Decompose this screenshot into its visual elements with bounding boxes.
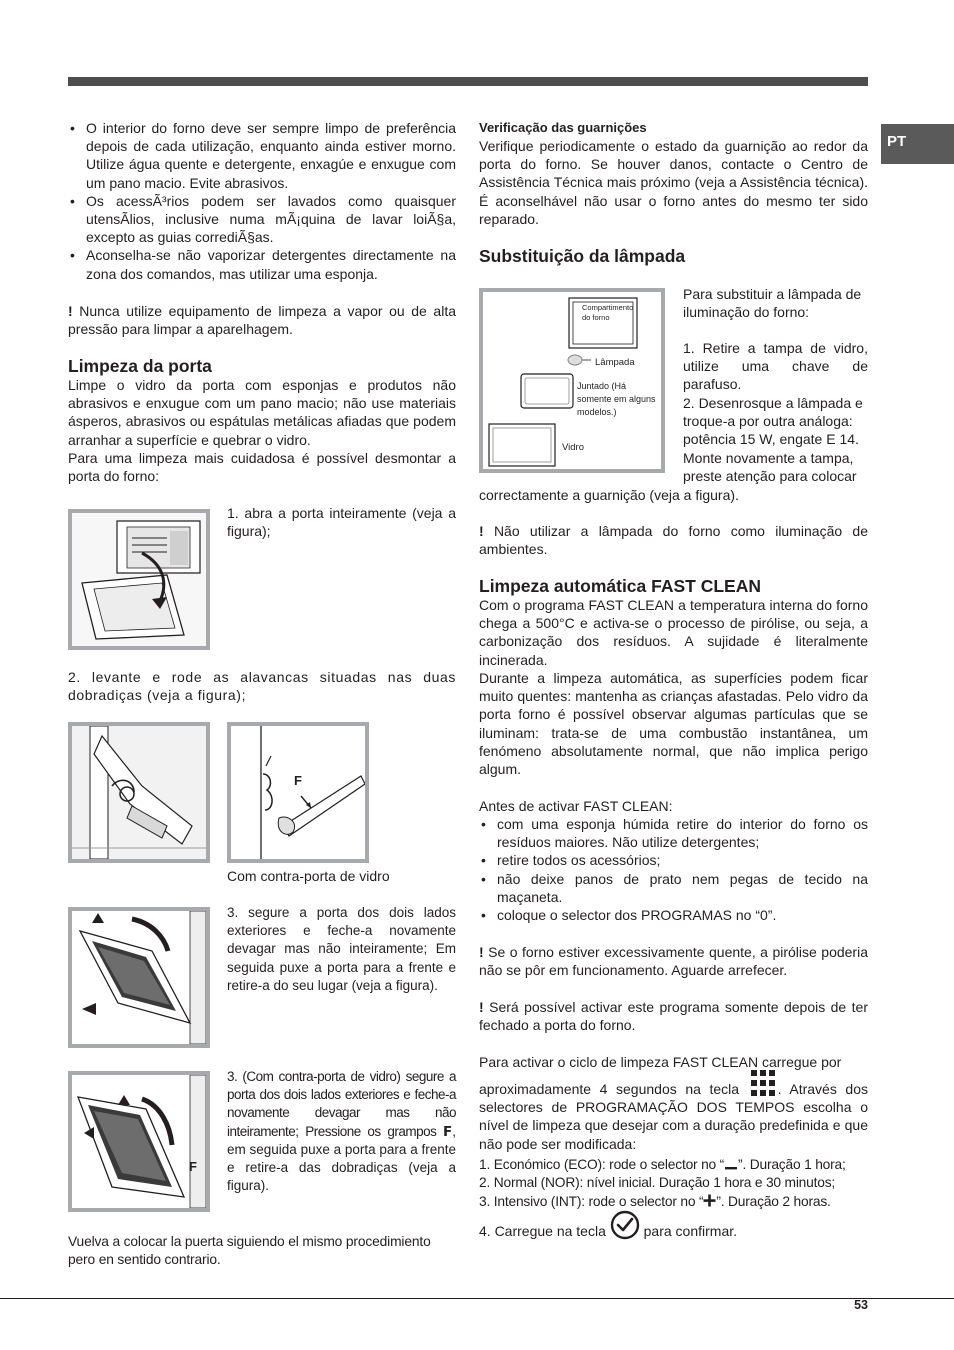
fast-clean-activate-text-2: . Através dos selectores de PROGRAMAÇÃO DOS TEMPOS escolha o nível de limpeza que desejar com a duração predefinida e que não pode ser modificada: [479,1081,868,1152]
confirm-pre: 4. Carregue na tecla [479,1223,610,1239]
level-intensive [479,1193,871,1211]
figure-remove-glass-door [68,1071,210,1212]
page-number: 53 [854,1298,868,1312]
fast-clean-paragraph-1: Com o programa FAST CLEAN a temperatura interna do forno chega a 500°C e activa-se o processo de pirólise, ou seja, a carbonização dos resíduos. A sujidade é literalmente incinerada. [479,597,868,668]
lamp-step-1-text: 1. Retire a tampa de vidro, utilize uma chave de parafuso. [683,340,868,393]
lamp-intro: Para substituir a lâmpada de iluminação do forno: [683,286,862,321]
fast-clean-bullets [479,815,868,924]
fast-clean-before: Antes de activar FAST CLEAN: [479,798,673,814]
confirm-line [479,1210,868,1240]
language-tab [881,124,954,164]
bullet-item: • O interior do forno deve ser sempre limpo de preferência depois de cada utilização, enquanto ainda estiver morno. Utilize água quente e detergente, enxagúe e enxugue com um pano macio. Evite abrasivos. [68,119,456,192]
level-intensive-pre: 3. Intensivo (INT): rode o selector no “ [479,1194,704,1209]
lamp-warning [479,522,868,558]
bullet-item: • coloque o selector dos PROGRAMAS no “0”. [479,906,868,924]
figure-hinge-lever [68,722,210,863]
fast-clean-heading: Limpeza automática FAST CLEAN [479,576,761,596]
step-3b-pre: 3. (Com contra-porta de vidro) segure a porta dos dois lados exteriores e feche-a novamente devagar mas não inteiramente; Pressione os grampos [227,1069,456,1139]
lamp-fig-gasket-label: Juntado (Há somente em alguns modelos.) [577,381,656,417]
clock-icon [610,1210,640,1240]
door-paragraph-2: Para uma limpeza mais cuidadosa é possível desmontar a porta do forno: [68,450,456,485]
level-eco-pre: 1. Económico (ECO): rode o selector no “ [479,1157,725,1172]
top-rule [68,77,868,86]
bullet-item: • com uma esponja húmida retire do interior do forno os resíduos maiores. Não utilize detergentes; [479,815,868,851]
fast-clean-activate-text: aproximadamente 4 segundos na tecla [479,1081,748,1097]
figure-label-f: F [294,773,302,788]
lamp-step-1 [683,339,868,394]
lamp-heading: Substituição da lâmpada [479,246,686,266]
seal-text: Verifique periodicamente o estado da guarnição ao redor da porta do forno. Se houver danos, contacte o Centro de Assistência Técnica mais próximo (veja a Assistência técnica). É aconselhável não usar o forno antes do mesmo ter sido reparado. [479,138,868,227]
step-1-text: 1. abra a porta inteiramente (veja a figura); [227,505,456,540]
cleaning-bullets [68,119,456,283]
step-2-text: 2. levante e rode as alavancas situadas nas duas dobradiças (veja a figura); [68,669,456,704]
warning-mark: ! [479,999,484,1015]
level-normal: 2. Normal (NOR): nível inicial. Duração 1 hora e 30 minutos; [479,1175,836,1190]
minus-icon [724,1160,738,1170]
lamp-fig-glass-label: Vidro [562,442,585,453]
fast-clean-warning-1-text: Se o forno estiver excessivamente quente, a pirólise poderia não se pôr em funcionamento. Aguarde arrefecer. [479,944,868,979]
level-intensive-post: ”. Duração 2 horas. [716,1194,831,1209]
figure-remove-door [68,907,210,1048]
plus-icon [703,1194,716,1207]
lamp-step-2: 2. Desenrosque a lâmpada e troque-a por outra análoga: potência 15 W, engate E 14. Monte novamente a tampa, preste atenção para colocar [683,395,863,484]
step-3b-post: , em seguida puxe a porta para a frente e retire-a das dobradiças (veja a figura). [227,1123,456,1194]
fast-clean-warning-2-text: Será possível activar este programa somente depois de ter fechado a porta do forno. [479,999,868,1034]
figure-label-f-2: F [189,1159,197,1174]
language-tab-label: PT [887,133,907,150]
level-eco [479,1156,871,1174]
lamp-fig-lamp-label: Lâmpada [595,357,635,368]
warning-text: Nunca utilize equipamento de limpeza a vapor ou de alta pressão para limpar a aparelhagem. [68,303,456,338]
bullet-item: • Os acessÃ³rios podem ser lavados como quaisquer utensÃlios, inclusive numa mÃ¡quina de lavar loiÃ§a, excepto as guias corrediÃ§as. [68,192,456,247]
lamp-warning-text: Não utilizar a lâmpada do forno como iluminação de ambientes. [479,523,868,558]
fast-clean-grid-icon [748,1068,778,1098]
steam-warning [68,302,456,338]
figure-open-door [68,509,210,650]
step-3-text: 3. segure a porta dos dois lados exteriores e feche-a novamente devagar mas não inteiramente; Em seguida puxe a porta para a frente e retire-a do seu lugar (veja a figura). [227,905,456,993]
fast-clean-warning-2 [479,998,868,1034]
bullet-item: • não deixe panos de prato nem pegas de tecido na maçaneta. [479,870,868,906]
lamp-fig-compartment-label: Compartimento do forno [582,303,634,322]
fast-clean-activate-line-1: Para activar o ciclo de limpeza FAST CLEAN carregue por [479,1054,842,1070]
step-3b-text [227,1068,456,1195]
bullet-item: • retire todos os acessórios; [479,851,868,869]
confirm-post: para confirmar. [639,1223,738,1239]
reassemble-text: Vuelva a colocar la puerta siguiendo el mismo procedimiento pero en sentido contrario. [68,1234,431,1268]
clip-label: F [443,1123,453,1140]
bullet-item: • Aconselha-se não vaporizar detergentes directamente na zona dos comandos, mas utilizar uma esponja. [68,246,456,282]
door-heading: Limpeza da porta [68,356,212,376]
bottom-rule [0,1298,954,1299]
warning-mark: ! [479,523,484,539]
warning-mark: ! [479,944,484,960]
fast-clean-warning-1 [479,943,868,979]
seal-heading: Verificação das guarnições [479,120,647,135]
door-paragraph-1: Limpe o vidro da porta com esponjas e produtos não abrasivos e enxugue com um pano macio; não use materiais ásperos, abrasivos ou espátulas metálicas afiadas que podem arranhar a superfície e quebrar o vidro. [68,377,456,448]
fast-clean-activate [479,1068,868,1153]
fast-clean-paragraph-2: Durante a limpeza automática, as superfícies podem ficar muito quentes: mantenha as crianças afastadas. Pelo vidro da porta forno é possível observar algumas partículas que se iluminam: trata-se de uma combustão instantânea, um fenómeno absolutamente normal, que não implica perigo algum. [479,670,868,778]
lamp-step-2-continued: correctamente a guarnição (veja a figura). [479,487,739,503]
warning-mark: ! [68,303,73,319]
figure-hinge-clip [227,722,369,863]
caption-glass-door: Com contra-porta de vidro [227,868,390,884]
level-eco-post: ”. Duração 1 hora; [738,1157,846,1172]
